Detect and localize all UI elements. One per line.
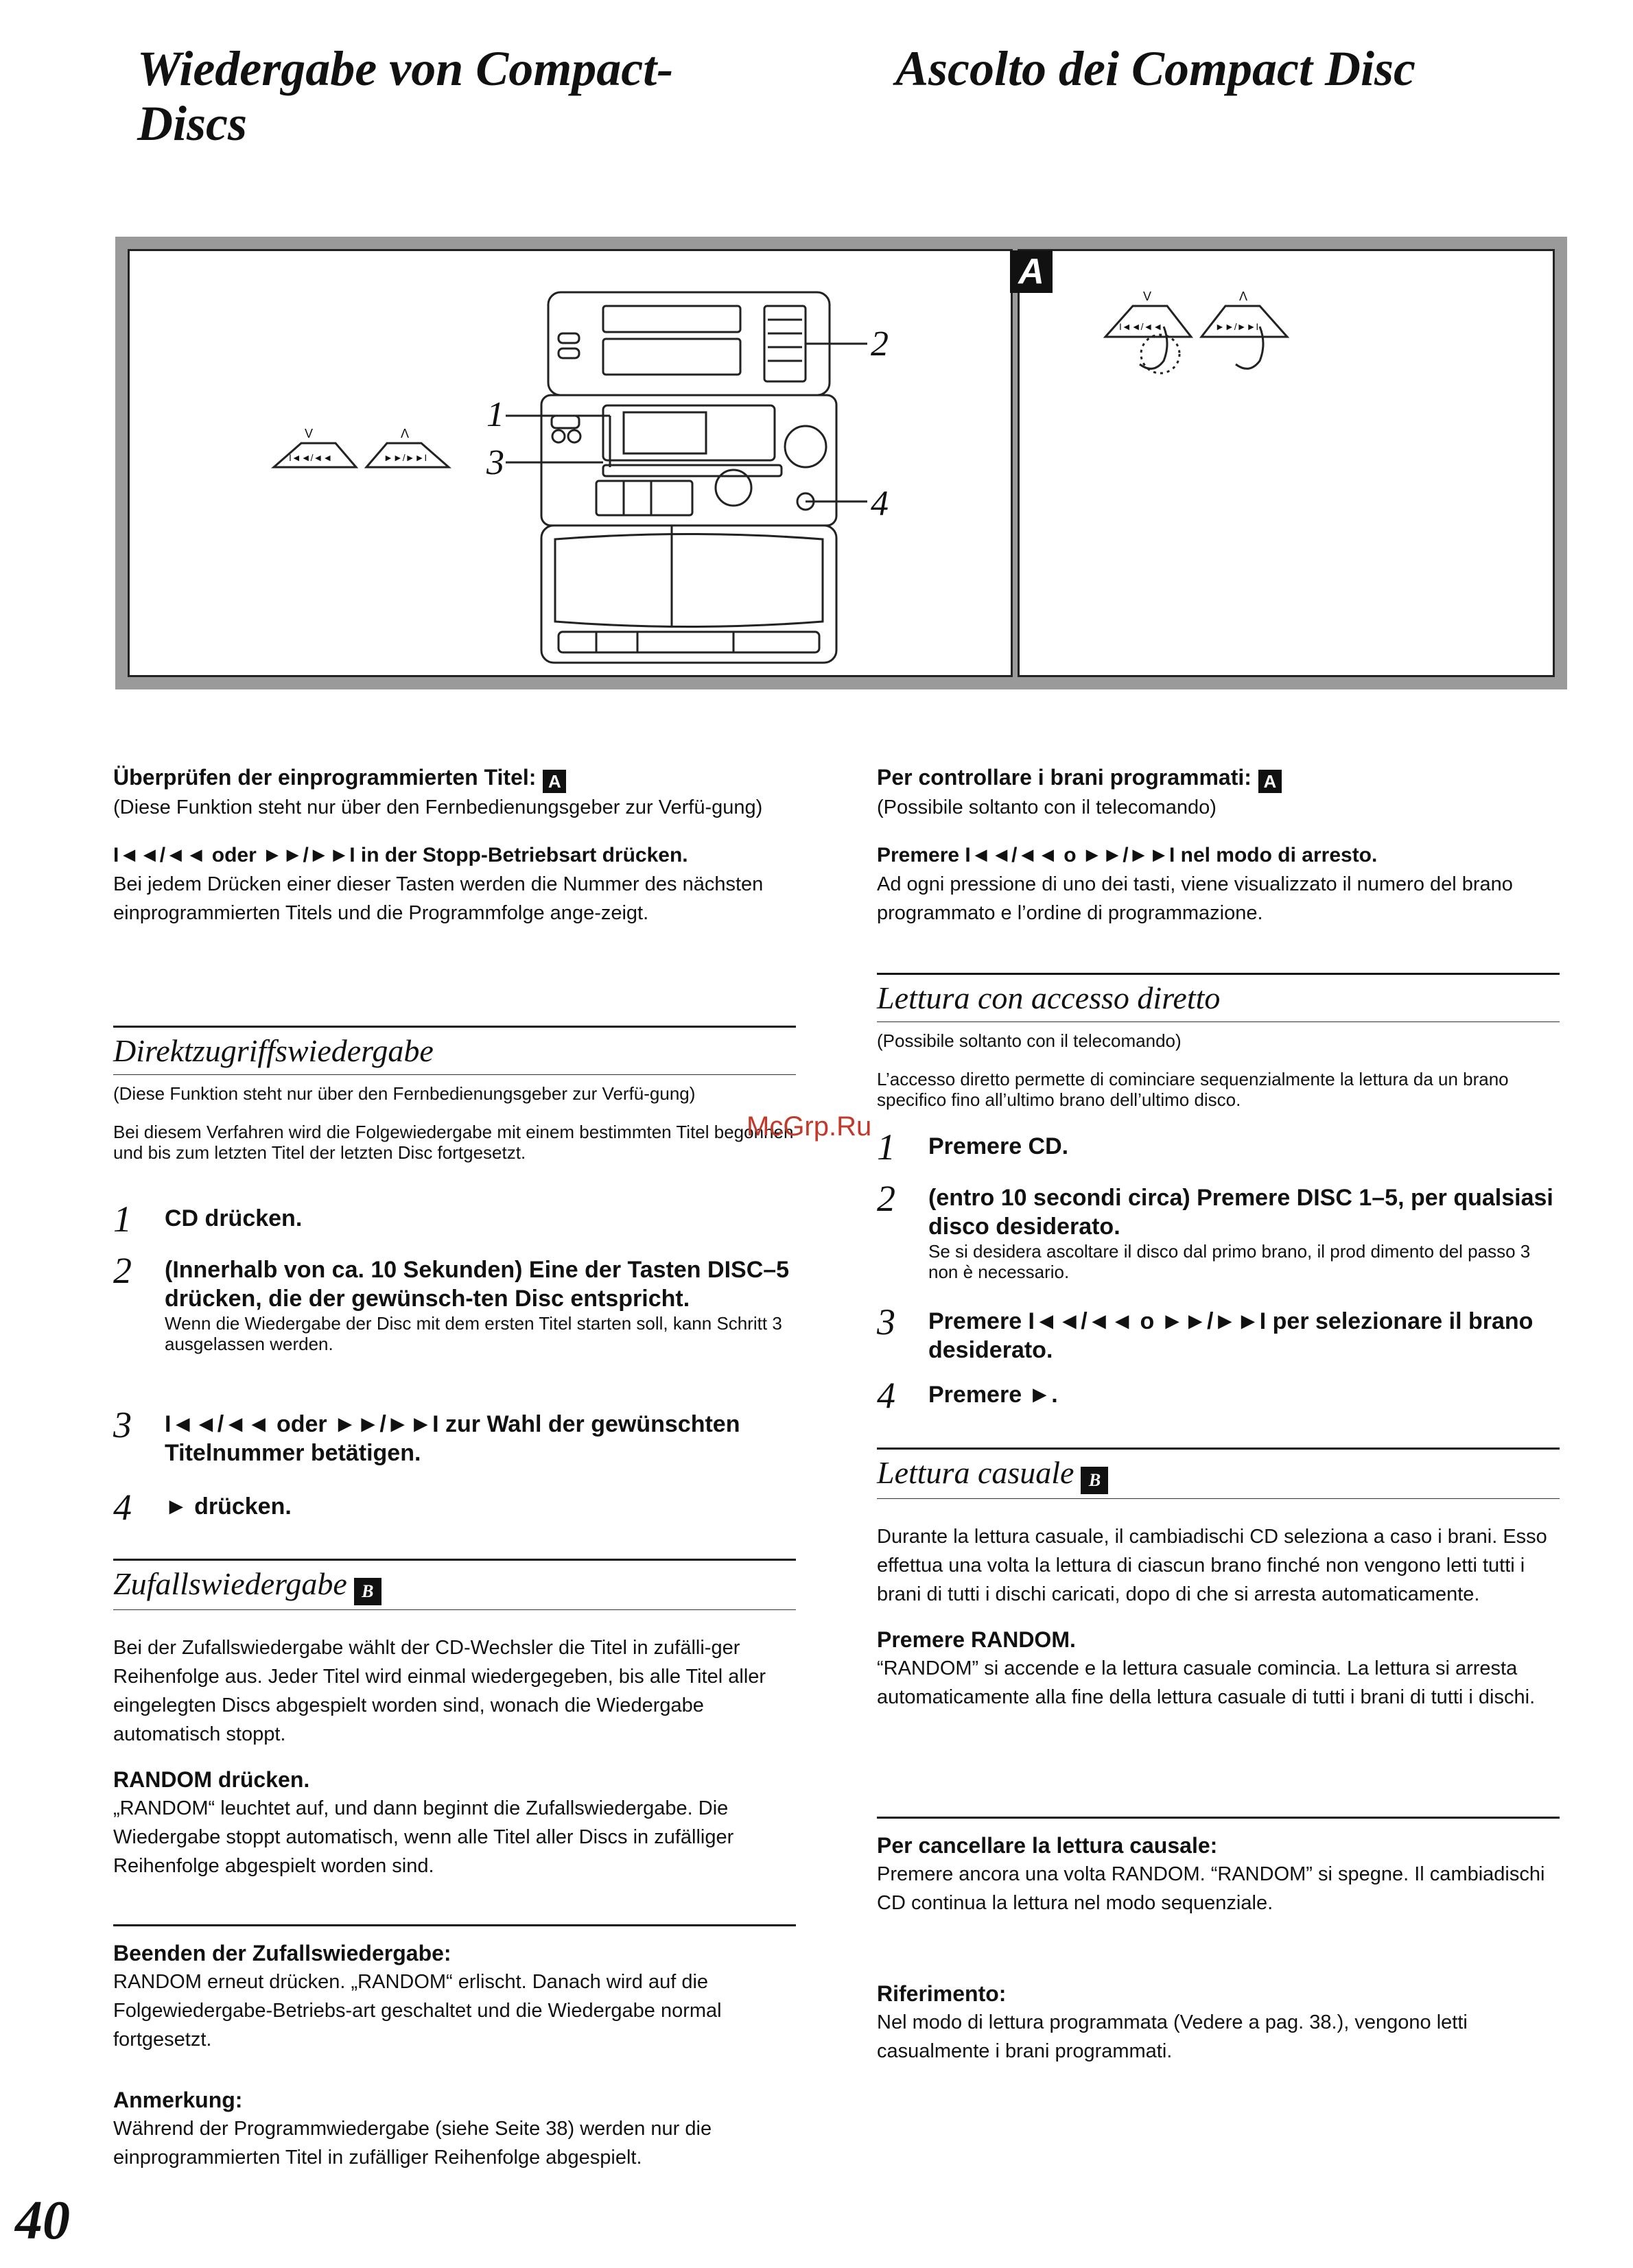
de-random-section bbox=[113, 1559, 796, 1880]
de-check-note: (Diese Funktion steht nur über den Fernbedienungsgeber zur Verfü-gung) bbox=[113, 796, 763, 818]
it-random-press-heading: Premere RANDOM. bbox=[877, 1627, 1076, 1652]
de-direct-title: Direktzugriffswiedergabe bbox=[113, 1033, 434, 1068]
title-de bbox=[137, 41, 673, 151]
badge-b: B bbox=[1081, 1467, 1108, 1494]
divider bbox=[113, 1026, 796, 1028]
remote-next-label: ►►/►►I bbox=[1215, 321, 1259, 332]
watermark: McGrp.Ru bbox=[747, 1111, 872, 1142]
de-cancel-section bbox=[113, 1924, 796, 2054]
de-step-1: 1 CD drücken. bbox=[113, 1198, 303, 1240]
title-de-line1: Wiedergabe von Compact- bbox=[137, 41, 674, 96]
de-note-text: Während der Programmwiedergabe (siehe Seite 38) werden nur die einprogrammierten Titel in zufälliger Reihenfolge abgespielt. bbox=[113, 2118, 712, 2169]
it-step-3: 3 Premere I◄◄/◄◄ o ►►/►►I per selezionare il brano desiderato. bbox=[877, 1301, 1534, 1363]
de-check-section bbox=[113, 763, 796, 928]
it-check-instruction: Premere I◄◄/◄◄ o ►►/►►I nel modo di arresto. bbox=[877, 844, 1378, 866]
it-check-text: Ad ogni pressione di uno dei tasti, viene visualizzato il numero del brano programmato e l’ordine di programmazione. bbox=[877, 873, 1513, 924]
next-button-label: ►►/►►I bbox=[384, 452, 427, 463]
it-direct-text: L’accesso diretto permette di cominciare sequenzialmente la lettura da un brano specifico fino all’ultimo brano dell’ultimo disco. bbox=[877, 1069, 1509, 1110]
title-it: Ascolto dei Compact Disc bbox=[895, 41, 1415, 96]
de-random-text: Bei der Zufallswiedergabe wählt der CD-Wechsler die Titel in zufälli-ger Reihenfolge aus. Jeder Titel wird einmal wiedergegeben, bis alle Titel aller eingelegten Discs abgespielt worden sind, wonach die Wiedergabe automatisch stoppt. bbox=[113, 1637, 766, 1745]
it-step-4: 4 Premere ►. bbox=[877, 1375, 1058, 1416]
page-number: 40 bbox=[15, 2190, 70, 2251]
remote-arrow-down: V bbox=[1143, 290, 1152, 303]
stereo-panel bbox=[128, 249, 1013, 677]
callout-1: 1 bbox=[486, 395, 504, 434]
de-cancel-text: RANDOM erneut drücken. „RANDOM“ erlischt. Danach wird auf die Folgewiedergabe-Betriebs-art geschaltet und die Wiedergabe normal fortgesetzt. bbox=[113, 1971, 722, 2051]
de-note-heading: Anmerkung: bbox=[113, 2088, 243, 2112]
divider bbox=[113, 1609, 796, 1610]
arrow-up-label: Λ bbox=[401, 427, 410, 440]
illustration-figure bbox=[115, 237, 1567, 689]
it-check-heading: Per controllare i brani programmati: A bbox=[877, 763, 1560, 793]
callout-3: 3 bbox=[486, 443, 504, 482]
divider bbox=[113, 1559, 796, 1561]
de-random-title: Zufallswiedergabe B bbox=[113, 1565, 796, 1605]
it-direct-section bbox=[877, 973, 1560, 1110]
stereo-system-illustration bbox=[130, 251, 1011, 675]
divider bbox=[113, 1074, 796, 1075]
badge-b: B bbox=[354, 1578, 381, 1605]
arrow-down-label: V bbox=[305, 427, 314, 440]
de-step-4: 4 ► drücken. bbox=[113, 1487, 292, 1528]
it-cancel-text: Premere ancora una volta RANDOM. “RANDOM” si spegne. Il cambiadischi CD continua la lettura nel modo sequenziale. bbox=[877, 1863, 1545, 1914]
it-check-section bbox=[877, 763, 1560, 928]
divider bbox=[877, 973, 1560, 975]
de-direct-text: Bei diesem Verfahren wird die Folgewiedergabe mit einem bestimmten Titel begonnen und bis zum letzten Titel der letzten Disc fortgesetzt. bbox=[113, 1122, 794, 1163]
divider bbox=[877, 1498, 1560, 1499]
it-step-1: 1 Premere CD. bbox=[877, 1126, 1069, 1168]
callout-2: 2 bbox=[871, 324, 889, 364]
it-reference-heading: Riferimento: bbox=[877, 1981, 1007, 2006]
divider bbox=[113, 1924, 796, 1926]
remote-buttons-illustration bbox=[1020, 251, 1553, 675]
it-direct-title: Lettura con accesso diretto bbox=[877, 980, 1221, 1015]
de-step-2: 2 (Innerhalb von ca. 10 Sekunden) Eine der Tasten DISC–5 drücken, die der gewünsch-ten Disc entspricht. Wenn die Wiedergabe der Disc mit dem ersten Titel starten soll, kann Schritt 3 ausgelassen werden. bbox=[113, 1250, 790, 1354]
badge-a: A bbox=[1258, 770, 1282, 793]
it-random-press-text: “RANDOM” si accende e la lettura casuale comincia. La lettura si arresta automaticamente alla fine della lettura casuale di tutti i brani di tutti i dischi. bbox=[877, 1657, 1536, 1708]
de-random-press-text: „RANDOM“ leuchtet auf, und dann beginnt die Zufallswiedergabe. Die Wiedergabe stoppt automatisch, wenn alle Titel aller Discs in zufälliger Reihenfolge abgespielt worden sind. bbox=[113, 1797, 734, 1877]
it-step-2: 2 (entro 10 secondi circa) Premere DISC 1–5, per qualsiasi disco desiderato. Se si desidera ascoltare il disco dal primo brano, il prod dimento del passo 3 non è necessario. bbox=[877, 1178, 1553, 1282]
prev-button-label: I◄◄/◄◄ bbox=[289, 452, 333, 463]
de-direct-note: (Diese Funktion steht nur über den Fernbedienungsgeber zur Verfü-gung) bbox=[113, 1083, 696, 1104]
callout-4: 4 bbox=[871, 484, 889, 523]
de-step-3: 3 I◄◄/◄◄ oder ►►/►►I zur Wahl der gewünschten Titelnummer betätigen. bbox=[113, 1404, 740, 1466]
de-check-text: Bei jedem Drücken einer dieser Tasten werden die Nummer des nächsten einprogrammierten Titels und die Programmfolge ange-zeigt. bbox=[113, 873, 764, 924]
divider bbox=[877, 1817, 1560, 1819]
it-direct-note: (Possibile soltanto con il telecomando) bbox=[877, 1030, 1182, 1051]
divider bbox=[877, 1021, 1560, 1022]
de-random-press-heading: RANDOM drücken. bbox=[113, 1767, 310, 1792]
remote-panel bbox=[1018, 249, 1555, 677]
de-direct-section bbox=[113, 1026, 796, 1163]
remote-prev-label: I◄◄/◄◄ bbox=[1119, 321, 1163, 332]
remote-arrow-up: Λ bbox=[1239, 290, 1248, 303]
badge-a: A bbox=[543, 770, 566, 793]
it-check-note: (Possibile soltanto con il telecomando) bbox=[877, 796, 1217, 818]
divider bbox=[877, 1448, 1560, 1450]
it-cancel-section bbox=[877, 1817, 1560, 1917]
title-de-line2: Discs bbox=[137, 96, 247, 151]
it-reference-text: Nel modo di lettura programmata (Vedere a pag. 38.), vengono letti casualmente i brani programmati. bbox=[877, 2011, 1468, 2062]
panel-a-badge: A bbox=[1010, 250, 1053, 293]
it-random-text: Durante la lettura casuale, il cambiadischi CD seleziona a caso i brani. Esso effettua una volta la lettura di ciascun brano finché non vengono letti tutti i brani di tutti i dischi caricati, dopo di che si arresta automaticamente. bbox=[877, 1526, 1547, 1605]
de-check-instruction: I◄◄/◄◄ oder ►►/►►I in der Stopp-Betriebsart drücken. bbox=[113, 844, 688, 866]
it-random-title: Lettura casuale B bbox=[877, 1454, 1560, 1494]
de-note-section bbox=[113, 2086, 796, 2172]
it-random-section bbox=[877, 1448, 1560, 1712]
it-cancel-heading: Per cancellare la lettura causale: bbox=[877, 1833, 1218, 1858]
de-cancel-heading: Beenden der Zufallswiedergabe: bbox=[113, 1941, 451, 1965]
de-check-heading: Überprüfen der einprogrammierten Titel: A bbox=[113, 763, 796, 793]
it-reference-section bbox=[877, 1979, 1560, 2066]
